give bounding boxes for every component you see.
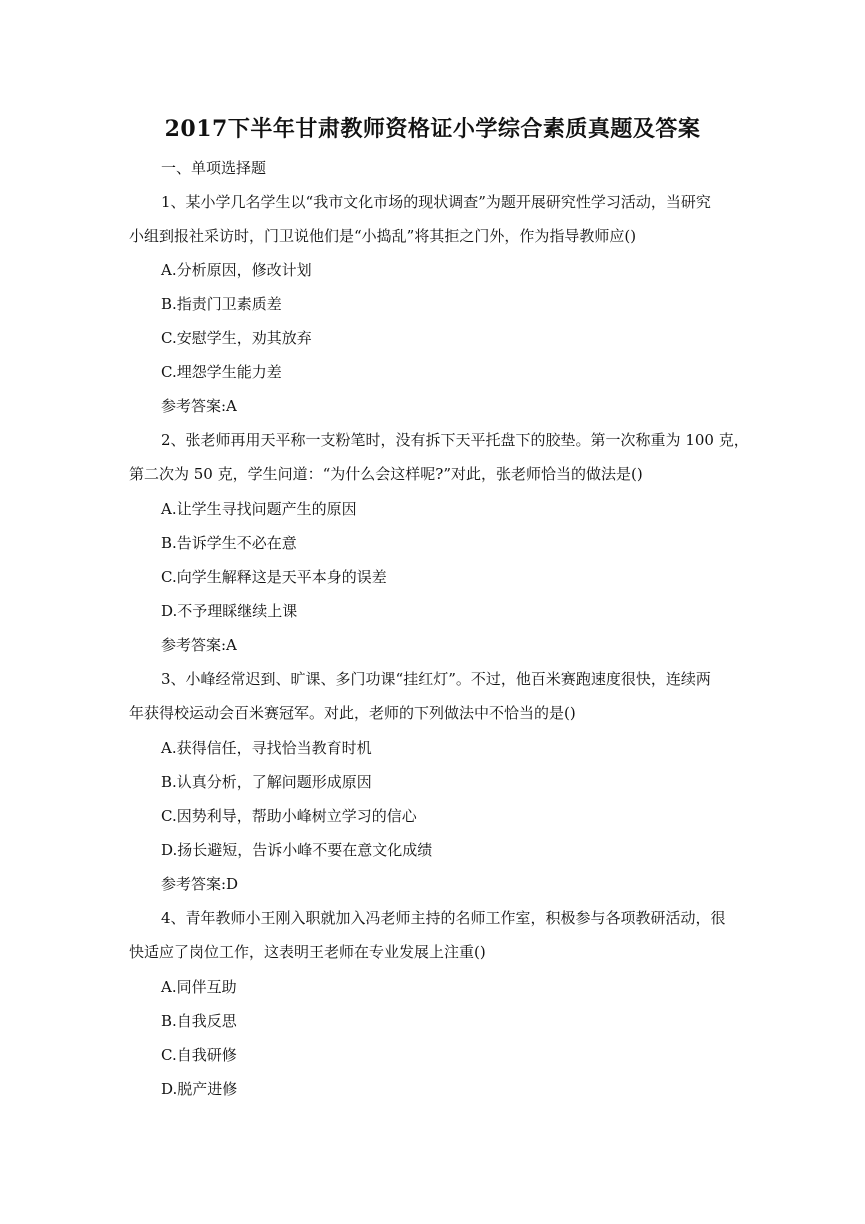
question-1-stem-line-1: 1、某小学几名学生以“我市文化市场的现状调查”为题开展研究性学习活动，当研究: [161, 193, 711, 211]
question-1-option-b: B.指责门卫素质差: [161, 295, 282, 313]
question-3-stem-line-2: 年获得校运动会百米赛冠军。对此，老师的下列做法中不恰当的是(): [129, 704, 576, 722]
question-4-option-d: D.脱产进修: [161, 1080, 238, 1098]
question-2-option-d: D.不予理睬继续上课: [161, 602, 298, 620]
document-title: 2017下半年甘肃教师资格证小学综合素质真题及答案: [164, 116, 701, 142]
question-3-option-b: B.认真分析，了解问题形成原因: [161, 773, 372, 791]
question-2-option-a: A.让学生寻找问题产生的原因: [161, 500, 357, 518]
question-2-answer: 参考答案:A: [161, 636, 237, 654]
question-1-option-d: C.埋怨学生能力差: [161, 363, 282, 381]
question-4-stem-line-2: 快适应了岗位工作，这表明王老师在专业发展上注重(): [129, 943, 486, 961]
question-4-option-a: A.同伴互助: [161, 978, 237, 996]
question-1-stem-line-2: 小组到报社采访时，门卫说他们是“小捣乱”将其拒之门外，作为指导教师应(): [129, 227, 637, 245]
question-3-option-d: D.扬长避短，告诉小峰不要在意文化成绩: [161, 841, 433, 859]
question-1-option-c: C.安慰学生，劝其放弃: [161, 329, 312, 347]
question-2-stem-line-1: 2、张老师再用天平称一支粉笔时，没有拆下天平托盘下的胶垫。第一次称重为 100 克，: [161, 431, 749, 449]
question-3-option-a: A.获得信任，寻找恰当教育时机: [161, 739, 372, 757]
question-3-answer: 参考答案:D: [161, 875, 239, 893]
question-2-option-b: B.告诉学生不必在意: [161, 534, 297, 552]
question-3-option-c: C.因势利导，帮助小峰树立学习的信心: [161, 807, 417, 825]
question-1-option-a: A.分析原因，修改计划: [161, 261, 312, 279]
question-3-stem-line-1: 3、小峰经常迟到、旷课、多门功课“挂红灯”。不过，他百米赛跑速度很快，连续两: [161, 670, 711, 688]
question-2-option-c: C.向学生解释这是天平本身的误差: [161, 568, 387, 586]
question-2-stem-line-2: 第二次为 50 克，学生问道：“为什么会这样呢?”对此，张老师恰当的做法是(): [129, 465, 643, 483]
question-4-option-c: C.自我研修: [161, 1046, 237, 1064]
section-heading: 一、单项选择题: [161, 159, 267, 177]
question-4-option-b: B.自我反思: [161, 1012, 237, 1030]
question-1-answer: 参考答案:A: [161, 397, 237, 415]
question-4-stem-line-1: 4、青年教师小王刚入职就加入冯老师主持的名师工作室，积极参与各项教研活动，很: [161, 909, 726, 927]
